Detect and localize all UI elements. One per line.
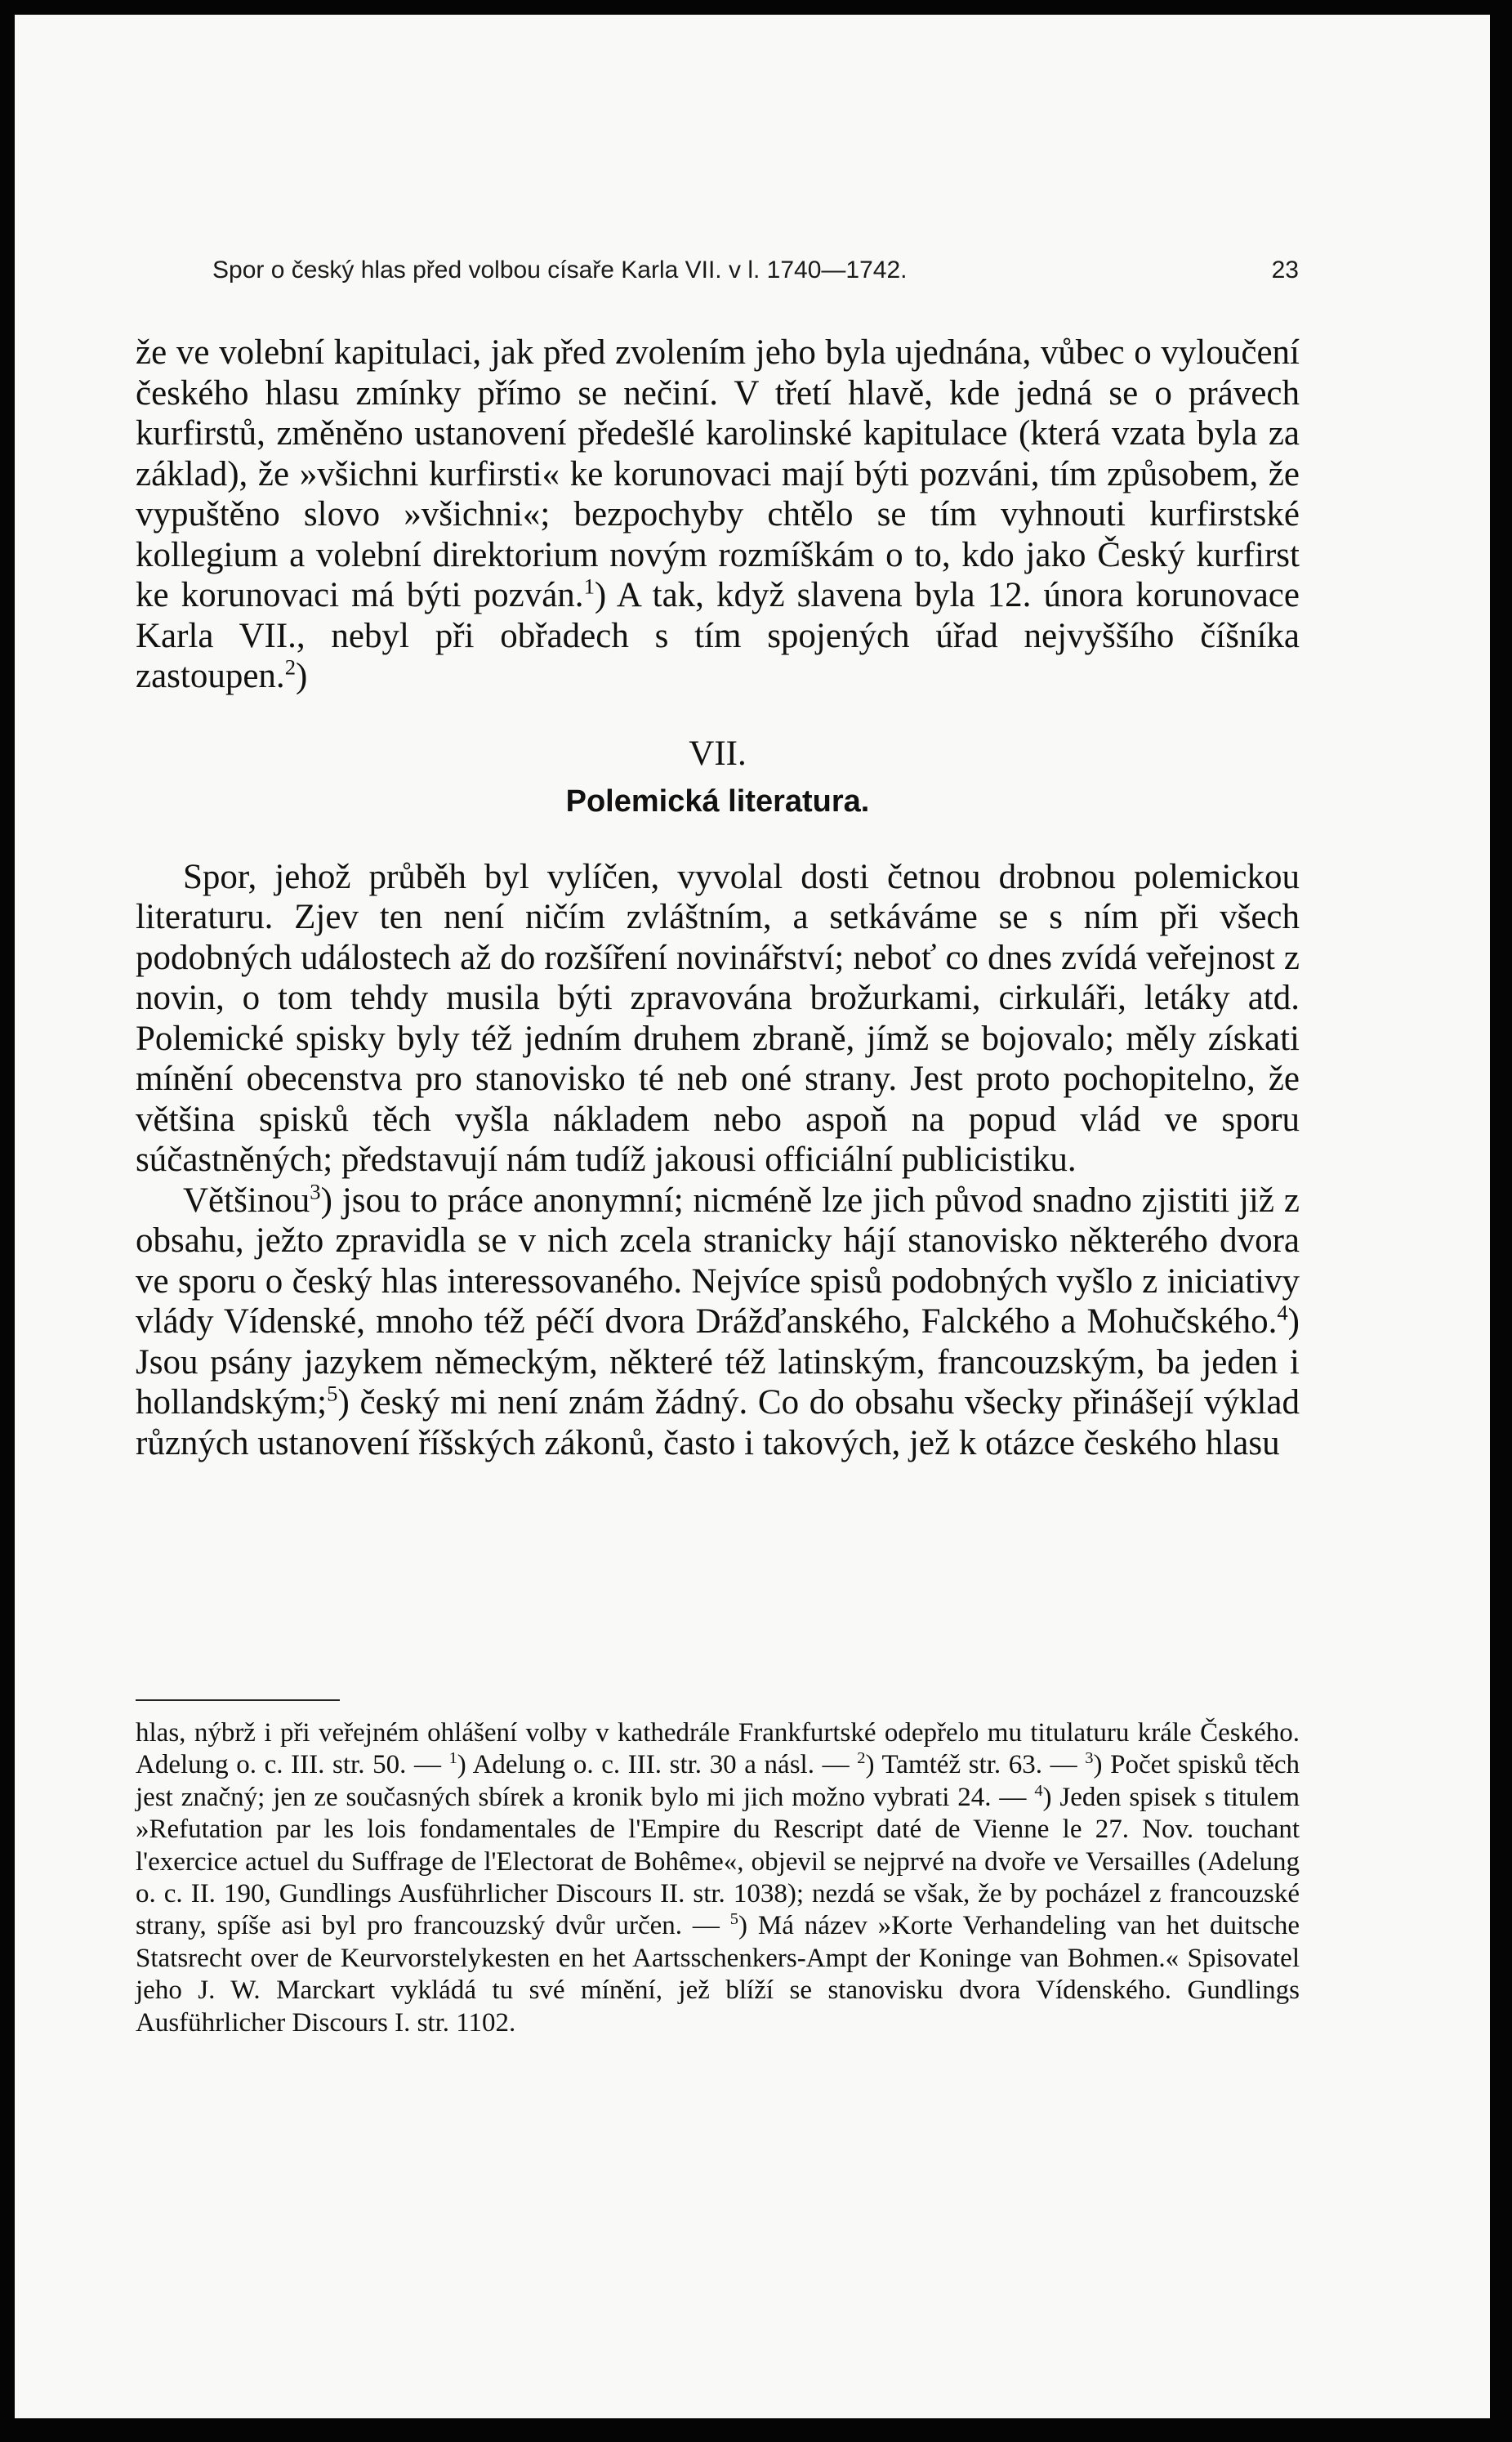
intro-paragraph: že ve volební kapitulaci, jak před zvolením jeho byla ujednána, vůbec o vyloučení českého hlasu zmínky přímo se nečiní. V třetí hlavě, kde jedná se o právech kurfirstů, změněno ustanovení předešlé karolinské kapitulace (která vzata byla za základ), že »všichni kurfirsti« ke korunovaci mají býti pozváni, tím způsobem, že vypuštěno slovo »všichni«; bezpochyby chtělo se tím vyhnouti kurfirstské kollegium a volební direktorium novým rozmíškám o to, kdo jako Český kurfirst ke korunovaci má býti pozván.$^1$) A tak, když slavena byla 12. února korunovace Karla VII., nebyl při obřadech s tím spojených úřad nejvyššího číšníka zastoupen.$^2$): [136, 333, 1300, 695]
footnote-mark-4: 4: [1034, 1781, 1043, 1800]
footnote-ref-2: 2: [284, 654, 297, 680]
footnote-ref-1: 1: [583, 574, 595, 599]
footnote-divider: [136, 1699, 340, 1701]
footnote-continuation: hlas, nýbrž i při veřejném ohlášení volby v kathedrále Frankfurtské odepřelo mu titulaturu krále Českého. Adelung o. c. III. str. 50. —: [136, 1718, 1300, 1780]
running-head: [212, 257, 1299, 284]
intro-text: že ve volební kapitulaci, jak před zvolením jeho byla ujednána, vůbec o vyloučení českého hlasu zmínky přímo se nečiní. V třetí hlavě, kde jedná se o právech kurfirstů, změněno ustanovení předešlé karolinské kapitulace (která vzata byla za základ), že »všichni kurfirsti« ke korunovaci mají býti pozváni, tím způsobem, že vypuštěno slovo »všichni«; bezpochyby chtělo se tím vyhnouti kurfirstské kollegium a volební direktorium novým rozmíškám o to, kdo jako Český kurfirst ke korunovaci má býti pozván.: [136, 333, 1300, 614]
footnote-mark-3: 3: [1085, 1749, 1094, 1768]
intro-text-cont: A tak, když slavena byla 12. února korunovace Karla VII., nebyl při obřadech s tím spojených úřad nejvyššího číšníka zastoupen.: [136, 576, 1300, 695]
footnote-ref-4: 4: [1277, 1300, 1288, 1325]
footnote-mark-5: 5: [729, 1910, 739, 1929]
footnote-2: ) Tamtéž str. 63. —: [865, 1750, 1077, 1780]
footnotes: [136, 1717, 1300, 2039]
footnote-mark-1: 1: [448, 1749, 457, 1768]
para2-text-d: ) český mi není znám žádný. Co do obsahu všecky přinášejí výklad různých ustanovení říšských zákonů, často i takových, jež k otázce českého hlasu: [136, 1383, 1300, 1462]
page-number: 23: [1271, 257, 1299, 283]
running-title: Spor o český hlas před volbou císaře Karla VII. v l. 1740—1742.: [212, 257, 908, 283]
footnote-ref-3: 3: [310, 1179, 321, 1204]
book-page: [15, 15, 1490, 2418]
footnote-ref-5: 5: [327, 1381, 338, 1406]
footnote-4: ) Jeden spisek s titulem »Refutation par les lois fondamentales de l'Empire du Rescript daté de Vienne le 27. Nov. touchant l'exercice actuel du Suffrage de l'Electorat de Bohême«, objevil se nejprvé na dvoře ve Versailles (Adelung o. c. II. 190, Gundlings Ausführlicher Discours II. str. 1038); nezdá se však, že by pocházel z francouzské strany, spíše asi byl pro francouzský dvůr určen. —: [136, 1782, 1300, 1941]
paragraph-1: Spor, jehož průběh byl vylíčen, vyvolal dosti četnou drobnou polemickou literaturu. Zjev ten není ničím zvláštním, a setkáváme se s ním při všech podobných událostech až do rozšíření novinářství; neboť co dnes zvídá veřejnost z novin, o tom tehdy musila býti zpravována brožurkami, cirkuláři, letáky atd. Polemické spisky byly též jedním druhem zbraně, jímž se bojovalo; měly získati mínění obecenstva pro stanovisko té neb oné strany. Jest proto pochopitelno, že většina spisků těch vyšla nákladem nebo aspoň na popud vlád ve sporu súčastněných; představují nám tudíž jakousi officiální publicistiku.: [136, 857, 1300, 1179]
para2-text-a: Většinou: [183, 1181, 310, 1220]
main-text: [136, 333, 1300, 1463]
section-number: VII.: [689, 734, 747, 773]
para2-text-c: ) Jsou psány jazykem německým, některé též latinským, francouzským, ba jeden i hollandským;: [136, 1302, 1300, 1422]
section-title: Polemická literatura.: [565, 783, 870, 819]
paragraph-2: [136, 1181, 1300, 1464]
footnotes-text: [136, 1717, 1300, 2039]
footnote-1: ) Adelung o. c. III. str. 30 a násl. —: [457, 1750, 850, 1780]
para2-text-b: ) jsou to práce anonymní; nicméně lze jich původ snadno zjistiti již z obsahu, ježto zpravidla se v nich zcela stranicky hájí stanovisko některého dvora ve sporu o český hlas interessovaného. Nejvíce spisů podobných vyšlo z iniciativy vlády Vídenské, mnoho též péčí dvora Drážďanského, Falckého a Mohučského.: [136, 1181, 1300, 1341]
footnote-mark-2: 2: [857, 1749, 866, 1768]
footnote-3: ) Počet spisků těch jest značný; jen ze současných sbírek a kronik bylo mi jich možno vybrati 24. —: [136, 1750, 1300, 1812]
footnote-5: ) Má název »Korte Verhandeling van het duitsche Statsrecht over de Keurvorstelykesten en het Aartsschenkers-Ampt der Koninge van Bohmen.« Spisovatel jeho J. W. Marckart vykládá tu své mínění, jež blíží se stanovisku dvora Vídenského. Gundlings Ausführlicher Discours I. str. 1102.: [136, 1911, 1300, 2038]
